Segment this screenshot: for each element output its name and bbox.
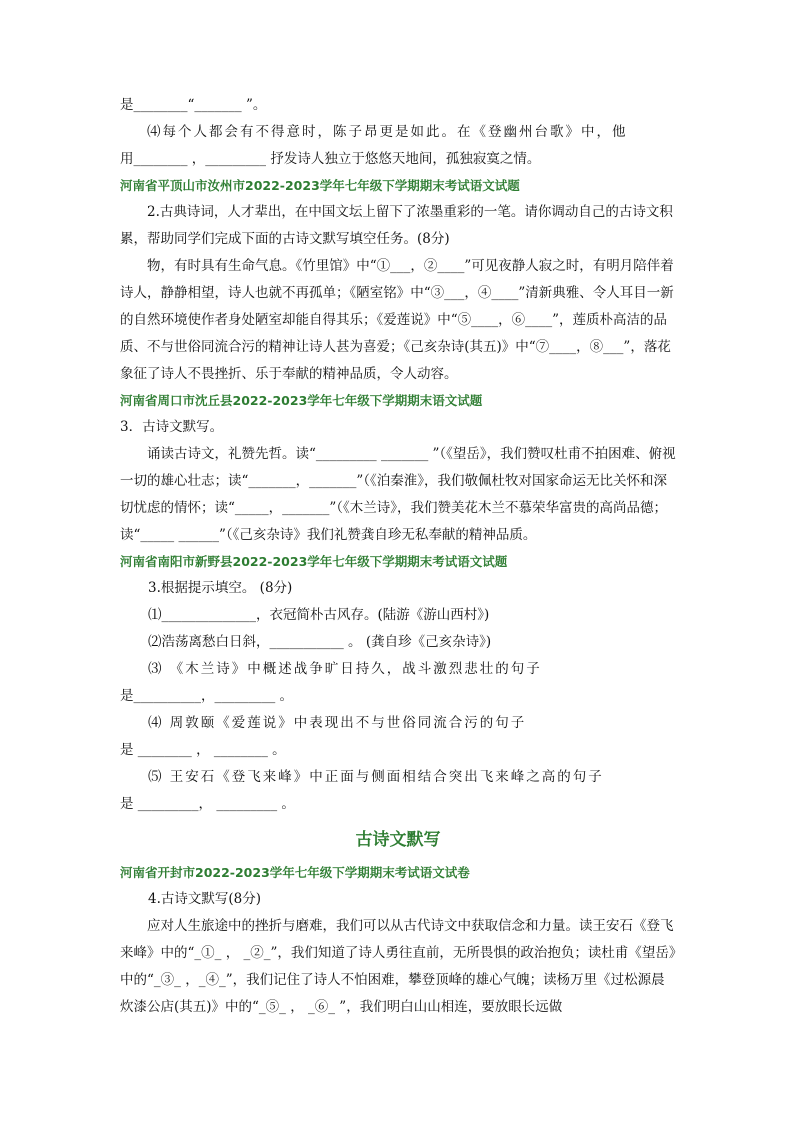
- question-title: 3.根据提示填空。 (8分): [148, 580, 293, 596]
- question-item: 是__________，_________ 。: [120, 688, 294, 704]
- question-body: 物，有时具有生命气息。《竹里馆》中“①___，②____”可见夜静人寂之时，有明月陪伴着诗人，静静相望，诗人也就不再孤单；《陋室铭》中“③___，④____”清新典雅、令人耳目一新的自然环境使作者身处陋室却能自得其乐；《爱莲说》中“⑤____，⑥____”，莲质朴高洁的品质、不与世俗同流合污的精神让诗人甚为喜爱；《己亥杂诗(其五)》中“⑦____，⑧___”，落花象征了诗人不畏挫折、乐于奉献的精神品质，令人动容。: [120, 258, 674, 382]
- text-line: 是________“_______ ”。: [120, 97, 267, 113]
- document-body: [120, 92, 676, 1021]
- question-title: 3．古诗文默写。: [120, 419, 224, 435]
- source-heading: 河南省周口市沈丘县2022-2023学年七年级下学期期末语文试题: [120, 393, 483, 408]
- question-item: ⑶ 《木兰诗》中概述战争旷日持久，战斗激烈悲壮的句子: [148, 661, 542, 677]
- source-heading: 河南省平顶山市汝州市2022-2023学年七年级下学期期末考试语文试题: [120, 178, 520, 193]
- question-item: 是 ________ ， ________ 。: [120, 742, 286, 758]
- question-item: ⑴______________，衣冠简朴古风存。(陆游《游山西村》): [148, 607, 490, 623]
- question-title: 4.古诗文默写(8分): [148, 891, 262, 907]
- question-item: ⑸ 王安石《登飞来峰》中正面与侧面相结合突出飞来峰之高的句子: [148, 769, 604, 785]
- question-body: 应对人生旅途中的挫折与磨难，我们可以从古代诗文中获取信念和力量。读王安石《登飞来峰》中的“_①_ ， _②_”，我们知道了诗人勇往直前，无所畏惧的政治抱负；读杜甫《望岳》中的“_③_ ，_④_”，我们记住了诗人不怕困难，攀登顶峰的雄心气魄；读杨万里《过松源晨炊漆公店(其五)》中的“_⑤_ ， _⑥_ ”，我们明白山山相连，要放眼长远做: [120, 918, 676, 1015]
- text-line: 用________ ，_________ 抒发诗人独立于悠悠天地间，孤独寂寞之情。: [120, 151, 541, 167]
- question-item: ⑵浩荡离愁白日斜，___________ 。 (龚自珍《己亥杂诗》): [148, 634, 492, 650]
- question-item: ⑷ 周敦颐《爱莲说》中表现出不与世俗同流合污的句子: [148, 715, 527, 731]
- source-heading: 河南省南阳市新野县2022-2023学年七年级下学期期末考试语文试题: [120, 554, 508, 569]
- question-body: 诵读古诗文，礼赞先哲。读“_________ _______ ”（《望岳》，我们赞叹杜甫不拍困难、俯视一切的雄心壮志；读“_______，_______”（《泊秦淮》，我们敬佩杜牧对国家命运无比关怀和深切忧虑的情怀；读“_____，_______”（《木兰诗》，我们赞美花木兰不慕荣华富贵的高尚品德；读“_____ ______”（《己亥杂诗》我们礼赞龚自珍无私奉献的精神品质。: [120, 446, 676, 543]
- section-title: 古诗文默写: [355, 830, 441, 850]
- text-line: ⑷每个人都会有不得意时，陈子昂更是如此。在《登幽州台歌》中，他: [147, 124, 628, 140]
- question-intro: 2.古典诗词，人才辈出，在中国文坛上留下了浓墨重彩的一笔。请你调动自己的古诗文积累，帮助同学们完成下面的古诗文默写填空任务。(8分): [120, 204, 673, 247]
- question-item: 是 _________， _________ 。: [120, 796, 295, 812]
- source-heading: 河南省开封市2022-2023学年七年级下学期期末考试语文试卷: [120, 865, 470, 880]
